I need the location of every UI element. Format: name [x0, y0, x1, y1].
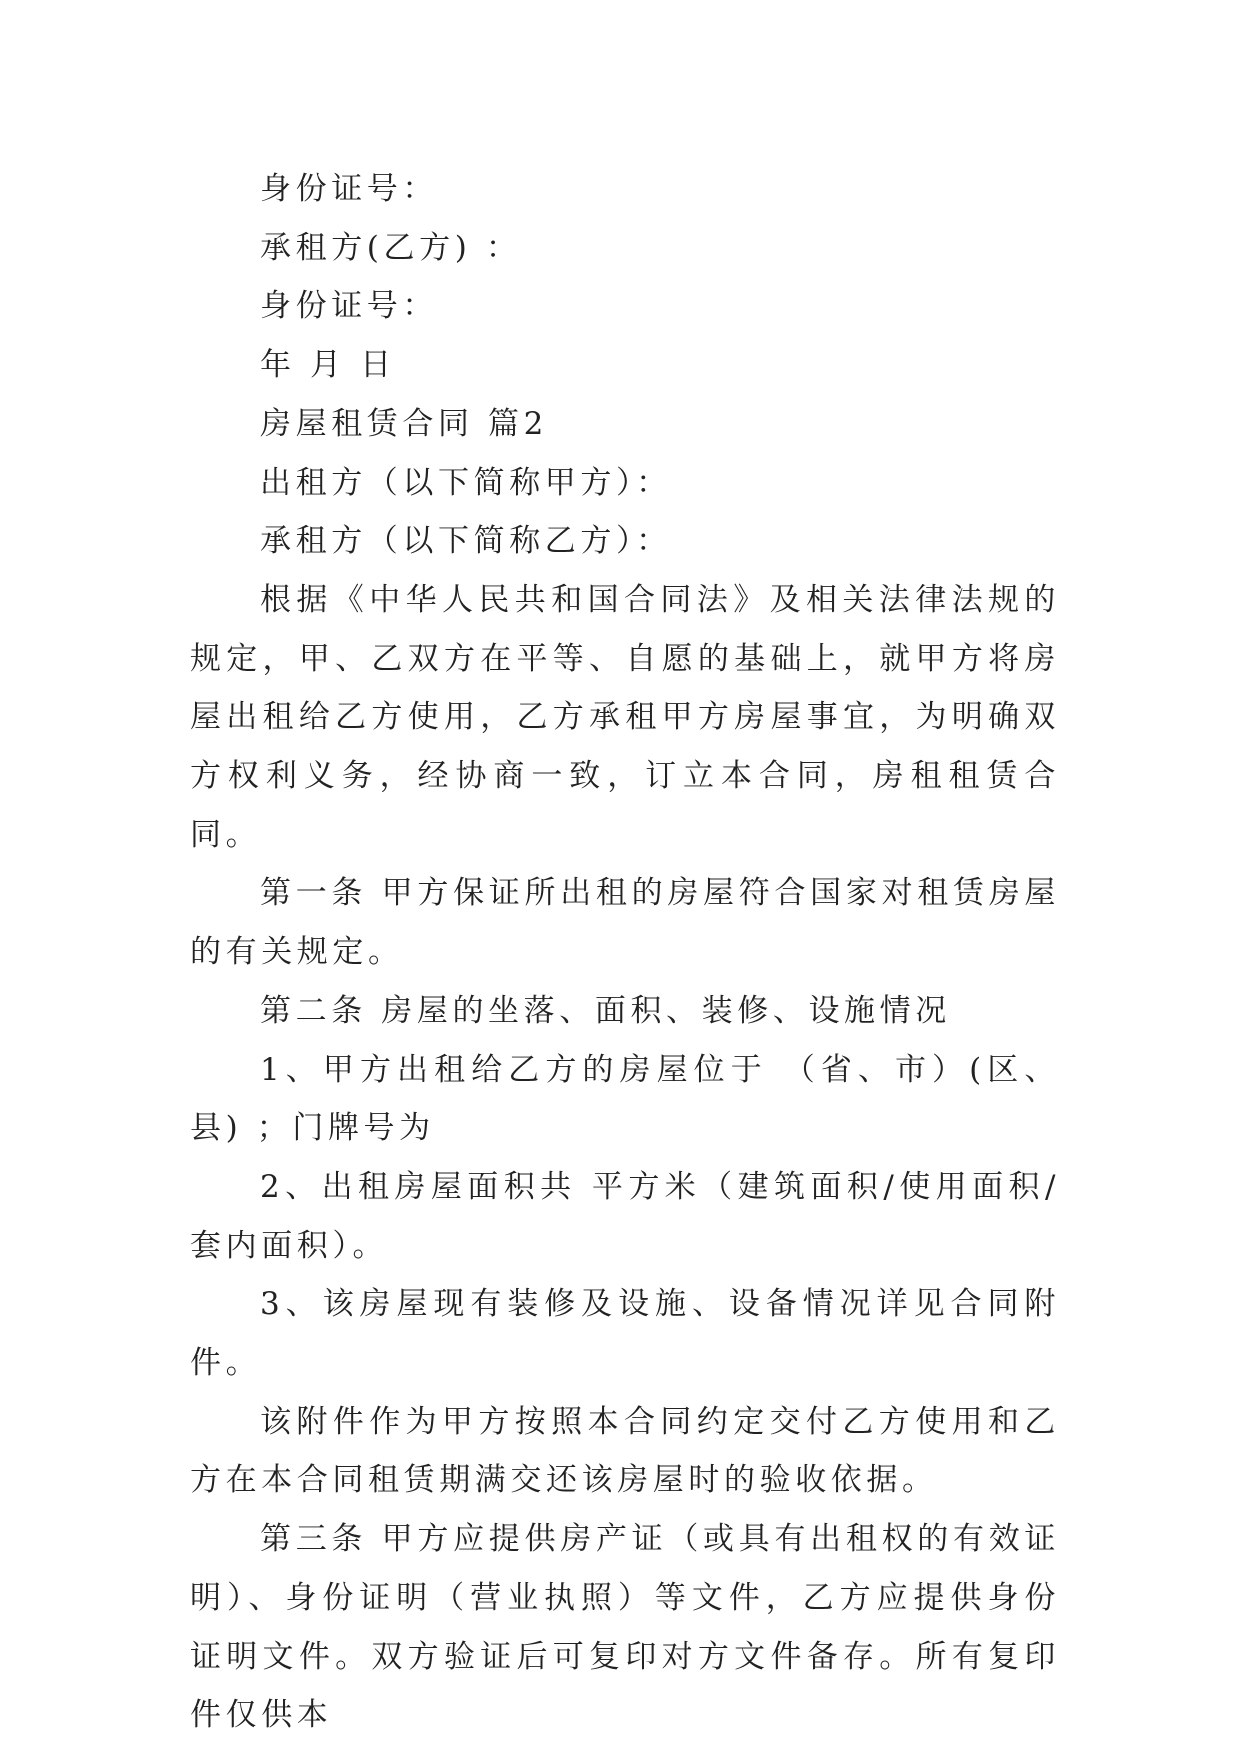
lessor-line: 出租方（以下简称甲方）： — [260, 464, 672, 501]
lessee-line: 承租方（以下简称乙方）： — [260, 523, 672, 560]
lessee-party-b-line: 承租方(乙方) ： — [260, 229, 522, 266]
contract-heading: 房屋租赁合同 篇2 — [260, 405, 548, 442]
preamble-paragraph: 根据《中华人民共和国合同法》及相关法律法规的规定，甲、乙双方在平等、自愿的基础上，就甲方将房屋出租给乙方使用，乙方承租甲方房屋事宜，为明确双方权利义务，经协商一致，订立本合同，房租租赁合同。 — [190, 581, 1060, 853]
article-1: 第一条 甲方保证所出租的房屋符合国家对租赁房屋的有关规定。 — [190, 875, 1060, 971]
date-line: 年 月 日 — [260, 347, 396, 384]
document-body — [190, 160, 1060, 1745]
id-number-line-lessee: 身份证号： — [260, 288, 438, 325]
article-2-item-3: 3、该房屋现有装修及设施、设备情况详见合同附件。 — [190, 1286, 1060, 1382]
article-3: 第三条 甲方应提供房产证（或具有出租权的有效证明）、身份证明（营业执照）等文件，乙方应提供身份证明文件。双方验证后可复印对方文件备存。所有复印件仅供本 — [190, 1521, 1060, 1734]
attachment-paragraph: 该附件作为甲方按照本合同约定交付乙方使用和乙方在本合同租赁期满交还该房屋时的验收依据。 — [190, 1403, 1060, 1499]
article-2-heading: 第二条 房屋的坐落、面积、装修、设施情况 — [260, 992, 951, 1029]
id-number-line-lessor: 身份证号： — [260, 171, 438, 207]
article-2-item-1: 1、甲方出租给乙方的房屋位于 （省、市）(区、县) ；门牌号为 — [190, 1051, 1060, 1147]
article-2-item-2: 2、出租房屋面积共 平方米（建筑面积/使用面积/套内面积）。 — [190, 1168, 1060, 1264]
